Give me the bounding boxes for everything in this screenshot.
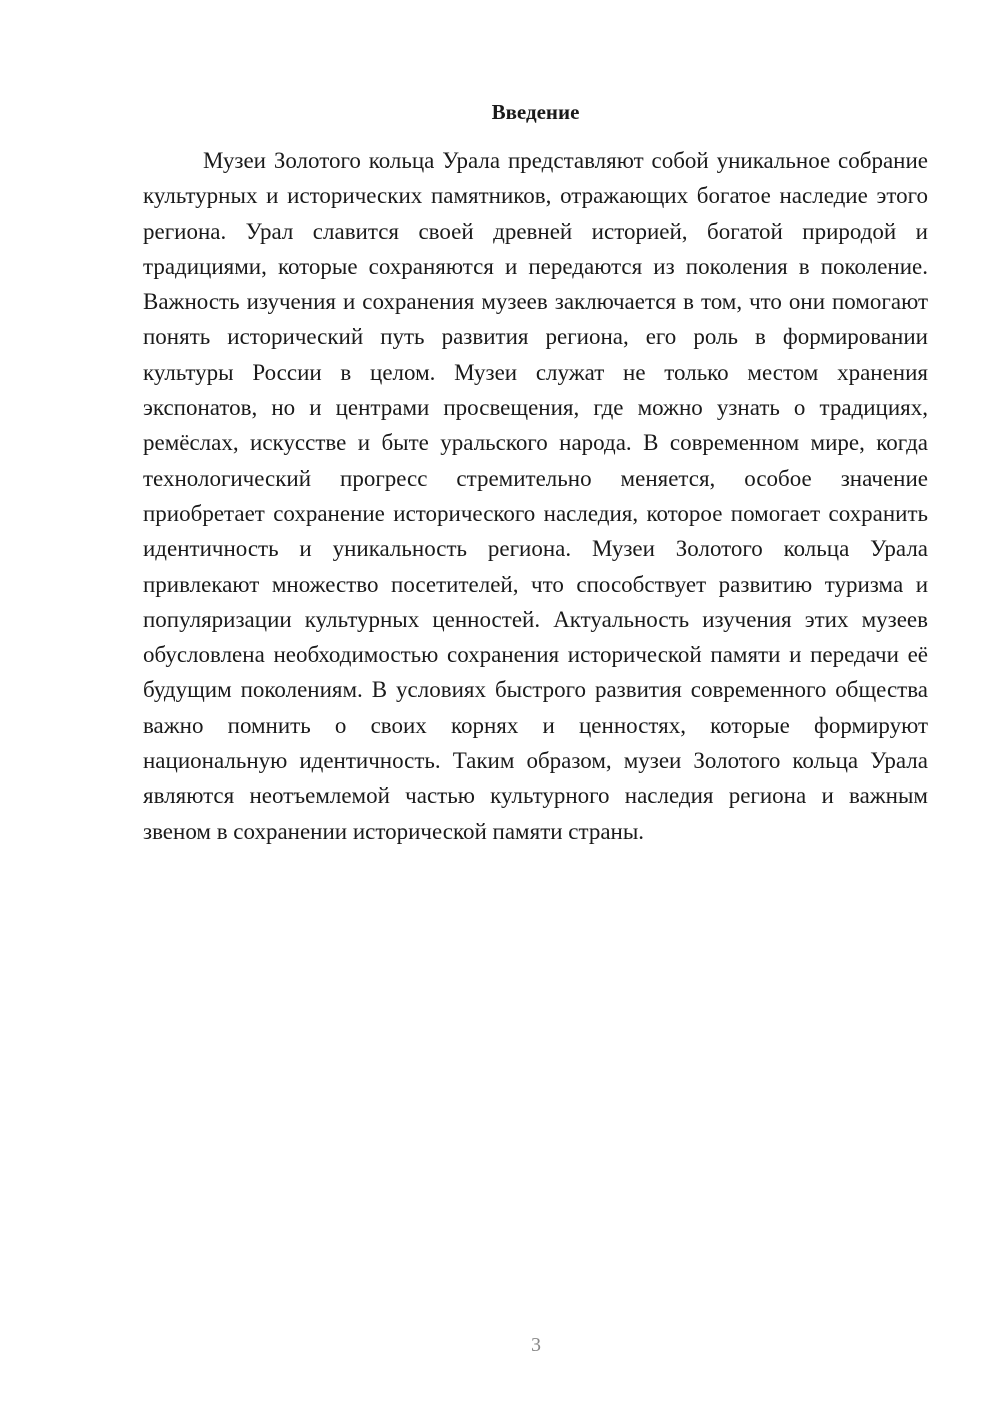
body-paragraph: Музеи Золотого кольца Урала представляют собой уникальное собрание культурных и исторических памятников, отражающих богатое наследие этого региона. Урал славится своей древней историей, богатой природой и традициями, которые сохраняются и передаются из поколения в поколение. Важность изучения и сохранения музеев заключается в том, что они помогают понять исторический путь развития региона, его роль в формировании культуры России в целом. Музеи служат не только местом хранения экспонатов, но и центрами просвещения, где можно узнать о традициях, ремёслах, искусстве и быте уральского народа. В современном мире, когда технологический прогресс стремительно меняется, особое значение приобретает сохранение исторического наследия, которое помогает сохранить идентичность и уникальность региона. Музеи Золотого кольца Урала привлекают множество посетителей, что способствует развитию туризма и популяризации культурных ценностей. Актуальность изучения этих музеев обусловлена необходимостью сохранения исторической памяти и передачи её будущим поколениям. В условиях быстрого развития современного общества важно помнить о своих корнях и ценностях, которые формируют национальную идентичность. Таким образом, музеи Золотого кольца Урала являются неотъемлемой частью культурного наследия региона и важным звеном в сохранении исторической памяти страны. [143,148,928,844]
page-number: 3 [531,1334,541,1356]
section-heading: Введение [491,100,580,124]
